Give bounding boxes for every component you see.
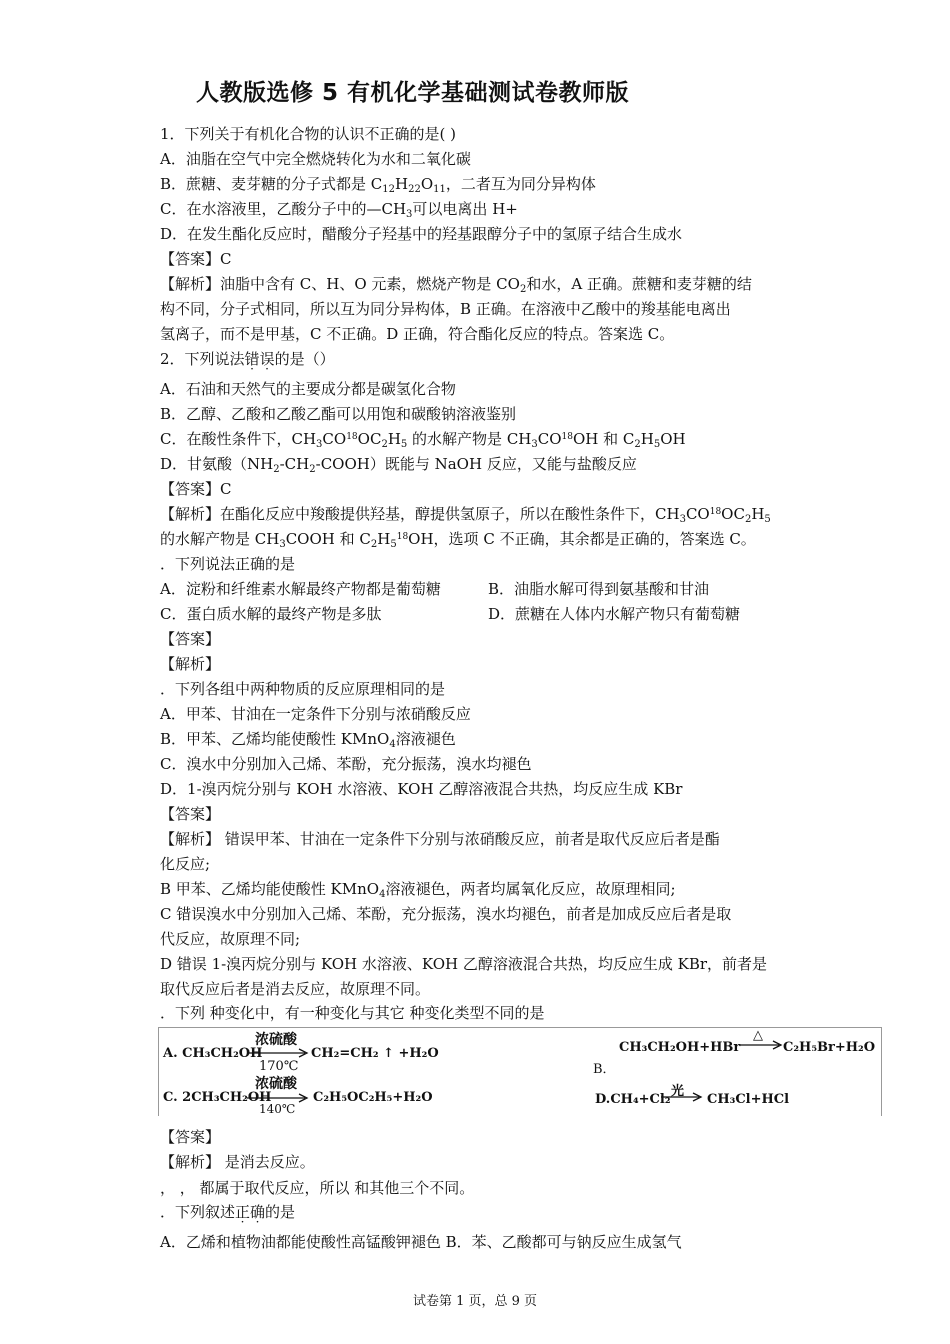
- q4-explanation-line-3: B 甲苯、乙烯均能使酸性 KMnO$_4$溶液褪色，两者均属氧化反应，故原理相同;: [160, 880, 676, 900]
- emphasis-dot: 误: [259, 350, 275, 368]
- q4-explanation-line-6: D 错误 1-溴丙烷分别与 KOH 水溶液、KOH 乙醇溶液混合共热，均反应生成 KBr，前者是: [160, 955, 768, 973]
- q2-option-d: D．甘氨酸$(NH_2-CH_2-COOH)$既能与 NaOH 反应，又能与盐酸反应: [160, 455, 637, 475]
- q4-option-d: D．1-溴丙烷分别与 KOH 水溶液、KOH 乙醇溶液混合共热，均反应生成 KBr: [160, 780, 683, 798]
- q5-stem: ．下列 种变化中，有一种变化与其它 种变化类型不同的是: [160, 1004, 545, 1022]
- q1-explanation-line-3: 氢离子，而不是甲基，C 不正确。D 正确，符合酯化反应的特点。答案选 C。: [160, 325, 675, 343]
- q4-option-b: B．甲苯、乙烯均能使酸性 KMnO$_4$溶液褪色: [160, 730, 456, 750]
- emphasis-dot: 确: [250, 1203, 266, 1221]
- q4-explanation-line-4: C 错误溴水中分别加入己烯、苯酚，充分振荡，溴水均褪色，前者是加成反应后者是取: [160, 905, 732, 923]
- q6-stem: ．下列叙述正确的是: [160, 1203, 296, 1221]
- reaction-a-catalyst: 浓硫酸: [255, 1032, 297, 1048]
- reaction-c-products: C₂H₅OC₂H₅+H₂O: [313, 1090, 433, 1105]
- q4-option-c: C．溴水中分别加入己烯、苯酚，充分振荡，溴水均褪色: [160, 755, 532, 773]
- q3-analysis: 【解析】: [160, 655, 221, 673]
- q1-explanation-line-1: 【解析】油脂中含有 C、H、O 元素，燃烧产物是 $CO_2$和水，A 正确。蔗糖和麦芽糖的结: [160, 275, 752, 295]
- q2-option-a: A．石油和天然气的主要成分都是碳氢化合物: [160, 380, 456, 398]
- q3-option-d: D．蔗糖在人体内水解产物只有葡萄糖: [488, 605, 741, 623]
- q1-option-a: A．油脂在空气中完全燃烧转化为水和二氧化碳: [160, 150, 471, 168]
- emphasis-dot: 正: [235, 1203, 251, 1221]
- reaction-a-products: CH₂=CH₂ ↑ +H₂O: [311, 1046, 439, 1061]
- q4-explanation-line-5: 代反应，故原理不同;: [160, 930, 301, 948]
- reaction-a-reactants: A. CH₃CH₂OH: [163, 1046, 263, 1061]
- reaction-b-products: C₂H₅Br+H₂O: [783, 1040, 876, 1055]
- q4-stem: ．下列各组中两种物质的反应原理相同的是: [160, 680, 446, 698]
- q3-answer: 【答案】: [160, 630, 221, 648]
- reaction-a-temperature: 170℃: [259, 1059, 299, 1074]
- q4-explanation-line-1: 【解析】 错误甲苯、甘油在一定条件下分别与浓硝酸反应，前者是取代反应后者是酯: [160, 830, 720, 848]
- q1-stem: 1．下列关于有机化合物的认识不正确的是( ): [160, 125, 457, 143]
- reaction-c-reactants: C. 2CH₃CH₂OH: [163, 1090, 272, 1105]
- reaction-b-reactants: CH₃CH₂OH+HBr: [619, 1040, 741, 1055]
- q4-explanation-line-2: 化反应;: [160, 855, 211, 873]
- q2-explanation-line-2: 的水解产物是 $CH_3COOH$ 和 $C_2H_5^{18}OH$，选项 C 不正确，其余都是正确的，答案选 C。: [160, 530, 756, 550]
- q1-option-b: B．蔗糖、麦芽糖的分子式都是 $C_{12}H_{22}O_{11}$，二者互为同分异构体: [160, 175, 596, 195]
- q2-option-b: B．乙醇、乙酸和乙酸乙酯可以用饱和碳酸钠溶液鉴别: [160, 405, 517, 423]
- q3-option-b: B．油脂水解可得到氨基酸和甘油: [488, 580, 710, 598]
- q2-stem: 2．下列说法错误的是（）: [160, 350, 335, 368]
- q1-explanation-line-2: 构不同，分子式相同，所以互为同分异构体，B 正确。在溶液中乙酸中的羧基能电离出: [160, 300, 731, 318]
- reaction-d-reactants: D.CH₄+Cl₂: [595, 1092, 671, 1107]
- reaction-arrow-icon: [661, 1092, 705, 1102]
- q2-answer: 【答案】C: [160, 480, 232, 498]
- q5-explanation-line-2: ， ， 都属于取代反应，所以 和其他三个不同。: [160, 1179, 475, 1197]
- q1-option-d: D．在发生酯化反应时，醋酸分子羟基中的羟基跟醇分子中的氢原子结合生成水: [160, 225, 683, 243]
- q5-explanation-line-1: 【解析】 是消去反应。: [160, 1153, 315, 1171]
- reaction-b-label: B．: [593, 1062, 616, 1077]
- page-footer: 试卷第 1 页，总 9 页: [412, 1294, 538, 1309]
- q1-option-c: C．在水溶液里，乙酸分子中的$—CH_3$可以电离出 H+: [160, 200, 518, 220]
- reaction-c-catalyst: 浓硫酸: [255, 1076, 297, 1092]
- q4-explanation-line-7: 取代反应后者是消去反应，故原理不同。: [160, 980, 431, 998]
- reaction-d-products: CH₃Cl+HCl: [707, 1092, 790, 1107]
- reaction-d-condition: 光: [671, 1084, 685, 1099]
- q6-options-a-b: A．乙烯和植物油都能使酸性高锰酸钾褪色 B．苯、乙酸都可与钠反应生成氢气: [160, 1233, 682, 1251]
- page-title: 人教版选修 5 有机化学基础测试卷教师版: [196, 80, 630, 106]
- q3-stem: ．下列说法正确的是: [160, 555, 296, 573]
- q1-answer: 【答案】C: [160, 250, 232, 268]
- reaction-equations-figure: [158, 1027, 882, 1116]
- q2-explanation-line-1: 【解析】在酯化反应中羧酸提供羟基，醇提供氢原子，所以在酸性条件下，$CH_3CO^{18}OC_2H_5$: [160, 505, 771, 525]
- reaction-b-condition: △: [753, 1028, 763, 1043]
- q5-answer: 【答案】: [160, 1128, 221, 1146]
- q4-option-a: A．甲苯、甘油在一定条件下分别与浓硝酸反应: [160, 705, 471, 723]
- reaction-arrow-icon: [739, 1040, 785, 1050]
- emphasis-dot: 错: [244, 350, 260, 368]
- reaction-arrow-icon: [247, 1048, 311, 1058]
- q4-answer: 【答案】: [160, 805, 221, 823]
- reaction-c-temperature: 140℃: [259, 1102, 296, 1116]
- q2-option-c: C．在酸性条件下，$CH_3CO^{18}OC_2H_5$ 的水解产物是 $CH_3CO^{18}OH$ 和 $C_2H_5OH$: [160, 430, 686, 450]
- q3-option-c: C．蛋白质水解的最终产物是多肽: [160, 605, 382, 623]
- q3-option-a: A．淀粉和纤维素水解最终产物都是葡萄糖: [160, 580, 441, 598]
